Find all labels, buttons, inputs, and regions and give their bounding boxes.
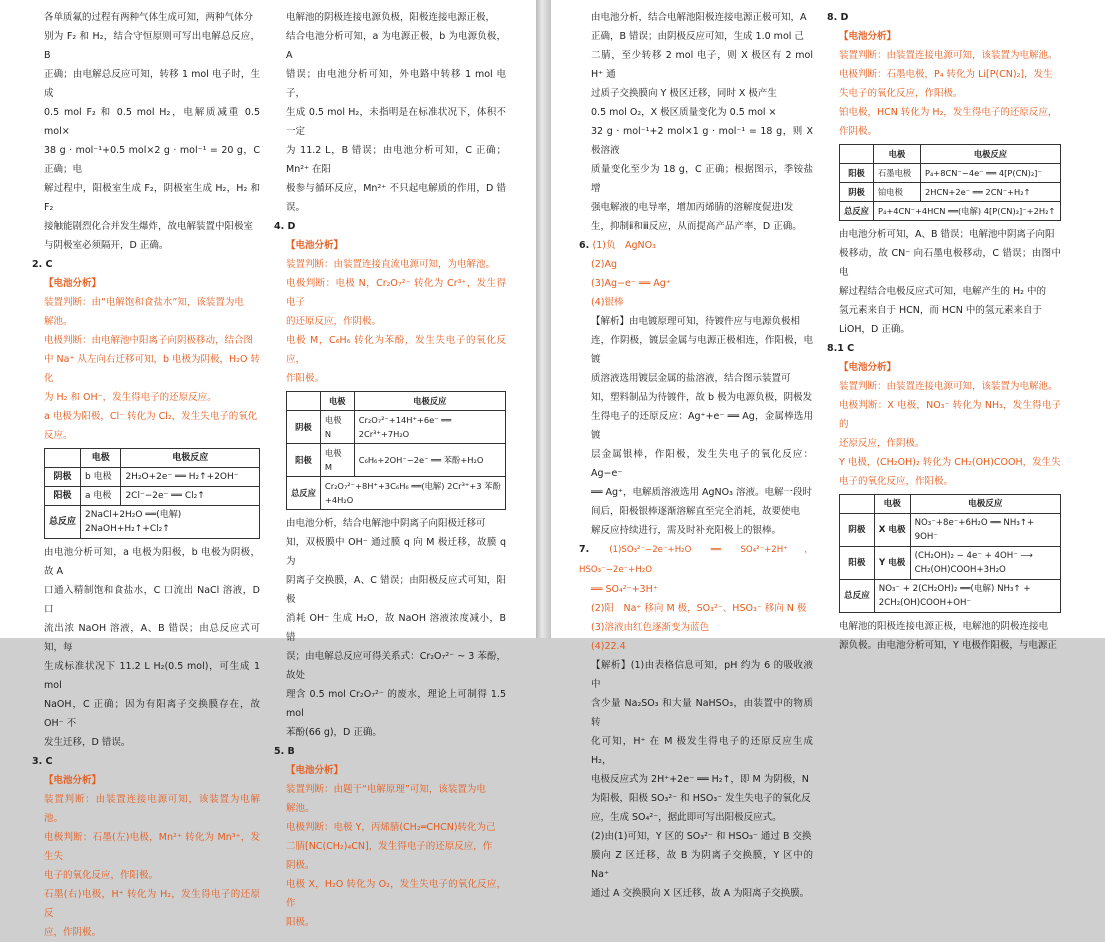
- text-line: 为阳极，阳极 SO₃²⁻ 和 HSO₃⁻ 发生失电子的氧化反: [591, 793, 811, 804]
- text-line: 发生迁移，D 错误。: [44, 737, 131, 748]
- text-line: 失电子的氧化反应，作阳极。: [839, 88, 963, 99]
- text-line: 与阴极室必须隔开，D 正确。: [44, 240, 169, 251]
- table-cell: 阴极: [287, 411, 321, 444]
- text-line: 氢元素来自于 HCN，而 HCN 中的氢元素来自于: [839, 305, 1042, 316]
- table-cell: 总反应: [287, 477, 321, 510]
- text-line: 还原反应，作阴极。: [839, 438, 925, 449]
- text-line: 别为 F₂ 和 H₂，结合守恒原则可写出电解总反应，B: [44, 31, 260, 61]
- text-line: 由电池分析，结合电解池阳极连接电源正极可知，A: [591, 12, 807, 23]
- table-cell: 阳极: [840, 164, 874, 183]
- text-line: 装置判断：由装置连接电源可知，该装置为电解池。: [839, 381, 1058, 392]
- table-cell: P₄+8CN⁻−4e⁻ ══ 4[P(CN)₂]⁻: [920, 164, 1060, 183]
- text-line: 阴离子交换膜，A、C 错误；由阳极反应式可知，阳极: [286, 575, 506, 605]
- page-gutter: [536, 0, 551, 638]
- text-line: 消耗 OH⁻ 生成 H₂O，故 NaOH 溶液浓度减小，B 错: [286, 613, 506, 643]
- table-row: [45, 468, 260, 487]
- text-line: 装置判断：由题干“电解原理”可知，该装置为电: [286, 784, 486, 795]
- table-row: [287, 411, 506, 444]
- question-number: 8. D: [827, 12, 849, 23]
- table-cell: 电极 M: [320, 444, 354, 477]
- section-heading: 【电池分析】: [44, 775, 102, 786]
- table-cell: 石墨电极: [874, 164, 921, 183]
- text-line: 各单质氟的过程有两种气体生成可知，两种气体分: [44, 12, 254, 23]
- table-cell: 2Cl⁻−2e⁻ ══ Cl₂↑: [121, 487, 260, 506]
- text-line: LiOH，D 正确。: [839, 324, 910, 335]
- table-cell: 2HCN+2e⁻ ══ 2CN⁻+H₂↑: [920, 183, 1060, 202]
- table-cell: 阴极: [45, 468, 81, 487]
- text-line: 解池。: [44, 316, 73, 327]
- text-line: 膜向 Z 区迁移，故 B 为阴离子交换膜，Y 区中的 Na⁺: [591, 850, 813, 880]
- text-line: 质量变化至少为 18 g，C 正确；根据图示，季铵盐增: [591, 164, 813, 194]
- text-line: 极移动，故 CN⁻ 向石墨电极移动，C 错误；由图中电: [839, 248, 1061, 278]
- text-line: 含少量 Na₂SO₃ 和大量 NaHSO₃，由装置中的物质转: [591, 698, 813, 728]
- text-line: 为 H₂ 和 OH⁻，发生得电子的还原反应。: [44, 392, 217, 403]
- table-cell: 2H₂O+2e⁻ ══ H₂↑+2OH⁻: [121, 468, 260, 487]
- text-line: 电极判断：电极 N，Cr₂O₇²⁻ 转化为 Cr³⁺，发生得电子: [286, 278, 506, 308]
- table-header: 电极: [320, 392, 354, 411]
- left-column-1: [32, 8, 260, 942]
- table-row: [45, 487, 260, 506]
- text-line: 误；由电解总反应可得关系式：Cr₂O₇²⁻ ~ 3 苯酚，故处: [286, 651, 506, 681]
- text-line: 由电池分析，结合电解池中阴离子向阳极迁移可: [286, 518, 486, 529]
- text-line: 电子的氧化反应，作阳极。: [839, 476, 954, 487]
- text-line: 正确，B 错误；由阴极反应可知，生成 1.0 mol 己: [591, 31, 804, 42]
- answer-line: (2)Ag: [591, 259, 617, 270]
- table-cell: (CH₂OH)₂ − 4e⁻ + 4OH⁻ ⟶ CH₂(OH)COOH+3H₂O: [910, 547, 1060, 580]
- text-line: 0.5 mol O₂，X 极区质量变化为 0.5 mol ×: [591, 107, 777, 118]
- answer-line: ══ SO₄²⁻+3H⁺: [591, 584, 658, 595]
- text-line: 电解池的阳极连接电源正极，电解池的阴极连接电: [839, 621, 1049, 632]
- text-line: 石墨(右)电极，H⁺ 转化为 H₂，发生得电子的还原反: [44, 889, 260, 919]
- text-line: NaOH，C 正确；因为有阳离子交换膜存在，故 OH⁻ 不: [44, 699, 260, 729]
- question-number: [579, 540, 813, 580]
- table-cell: NO₃⁻+8e⁻+6H₂O ══ NH₃↑+ 9OH⁻: [910, 514, 1060, 547]
- right-page: [551, 0, 1105, 899]
- text-line: 的还原反应，作阴极。: [286, 316, 382, 327]
- text-line: 反应。: [44, 430, 73, 441]
- text-line: 流出浓 NaOH 溶液，A、B 错误；由总反应式可知，每: [44, 623, 260, 653]
- question-number-label: 7.: [579, 544, 590, 555]
- text-line: 知，塑料制品为待镀件，故 b 极为电源负极，阴极发: [591, 392, 813, 403]
- table-cell: 总反应: [840, 580, 875, 613]
- question-number: 2. C: [32, 259, 53, 270]
- text-line: 正确；由电解总反应可知，转移 1 mol 电子时，生成: [44, 69, 260, 99]
- text-line: 过质子交换膜向 Y 极区迁移，同时 X 极产生: [591, 88, 777, 99]
- electrode-table: [286, 391, 506, 510]
- text-line: 源负极。由电池分析可知，Y 电极作阳极，与电源正: [839, 640, 1057, 651]
- text-line: 生成标准状况下 11.2 L H₂(0.5 mol)，可生成 1 mol: [44, 661, 260, 691]
- table-header: [840, 495, 875, 514]
- table-header: 电极: [874, 495, 910, 514]
- table-cell: 2NaCl+2H₂O ══(电解) 2NaOH+H₂↑+Cl₂↑: [81, 506, 260, 539]
- table-row: [840, 580, 1061, 613]
- text-line: 生成 0.5 mol H₂，未指明是在标准状况下，体积不一定: [286, 107, 506, 137]
- text-line: 电极判断：石墨电极，P₄ 转化为 Li[P(CN)₂]，发生: [839, 69, 1053, 80]
- table-cell: 阳极: [840, 547, 875, 580]
- table-cell: NO₃⁻ + 2(CH₂OH)₂ ══(电解) NH₃↑ + 2CH₂(OH)COOH+OH⁻: [874, 580, 1060, 613]
- text-line: 38 g · mol⁻¹+0.5 mol×2 g · mol⁻¹ = 20 g，C 正确；电: [44, 145, 260, 175]
- table-cell: P₄+4CN⁻+4HCN ══(电解) 4[P(CN)₂]⁻+2H₂↑: [874, 202, 1061, 221]
- table-header: 电极: [81, 449, 121, 468]
- electrode-table: [839, 144, 1061, 221]
- text-line: 二腈[NC(CH₂)₄CN]，发生得电子的还原反应，作: [286, 841, 493, 852]
- section-heading: 【电池分析】: [839, 31, 897, 42]
- text-line: 作阳极。: [286, 373, 325, 384]
- question-number: 4. D: [274, 221, 296, 232]
- text-line: 由电池分析可知，a 电极为阳极，b 电极为阴极，故 A: [44, 547, 260, 577]
- text-line: 结合电池分析可知，a 为电源正极，b 为电源负极，A: [286, 31, 506, 61]
- text-line: 口通入精制饱和食盐水，C 口流出 NaCl 溶液，D 口: [44, 585, 260, 615]
- answer-line: (2)阳 Na⁺ 移向 M 极，SO₃²⁻、HSO₃⁻ 移向 N 极: [591, 603, 807, 614]
- table-row: [840, 202, 1061, 221]
- text-line: 应，作阴极。: [44, 927, 102, 938]
- text-line: 电极判断：由电解池中阳离子向阴极移动，结合图: [44, 335, 254, 346]
- text-line: 作阴极。: [839, 126, 878, 137]
- text-line: 极参与循环反应，Mn²⁺ 不只起电解质的作用，D 错误。: [286, 183, 506, 213]
- table-cell: Cr₂O₇²⁻+8H⁺+3C₆H₆ ══(电解) 2Cr³⁺+3 苯酚+4H₂O: [320, 477, 505, 510]
- text-line: 电极 X，H₂O 转化为 O₂，发生失电子的氧化反应，作: [286, 879, 506, 909]
- text-line: 装置判断：由装置连接直流电源可知，为电解池。: [286, 259, 496, 270]
- table-row: [840, 514, 1061, 547]
- table-header: 电极反应: [910, 495, 1060, 514]
- text-line: 层金属银棒，作阳极，发生失电子的氧化反应：Ag−e⁻: [591, 449, 813, 479]
- text-line: 【解析】由电镀原理可知，待镀件应与电源负极相: [591, 316, 801, 327]
- text-line: 装置判断：由“电解饱和食盐水”知，该装置为电: [44, 297, 244, 308]
- text-line: ══ Ag⁺，电解质溶液选用 AgNO₃ 溶液。电解一段时: [591, 487, 812, 498]
- answer-line: (3)Ag−e⁻ ══ Ag⁺: [591, 278, 671, 289]
- text-line: 铂电极，HCN 转化为 H₂，发生得电子的还原反应，: [839, 107, 1058, 118]
- text-line: 阴极。: [286, 860, 315, 871]
- table-cell: Cr₂O₇²⁻+14H⁺+6e⁻ ══ 2Cr³⁺+7H₂O: [354, 411, 505, 444]
- text-line: Y 电极，(CH₂OH)₂ 转化为 CH₂(OH)COOH，发生失: [839, 457, 1061, 468]
- text-line: 知，双极膜中 OH⁻ 通过膜 q 向 M 极迁移，故膜 q 为: [286, 537, 506, 567]
- table-row: [840, 164, 1061, 183]
- table-row: [840, 183, 1061, 202]
- electrode-table: [839, 494, 1061, 613]
- question-number: 3. C: [32, 756, 53, 767]
- question-number: 5. B: [274, 746, 295, 757]
- text-line: 错误；由电池分析可知，外电路中转移 1 mol 电子，: [286, 69, 506, 99]
- left-page: [0, 0, 536, 938]
- text-line: a 电极为阳极，Cl⁻ 转化为 Cl₂，发生失电子的氧化: [44, 411, 258, 422]
- table-cell: C₆H₆+2OH⁻−2e⁻ ══ 苯酚+H₂O: [354, 444, 505, 477]
- table-cell: a 电极: [81, 487, 121, 506]
- text-line: 苯酚(66 g)，D 正确。: [286, 727, 382, 738]
- table-header: 电极反应: [354, 392, 505, 411]
- text-line: 生，抑制ⅱ和ⅲ反应，从而提高产品产率，D 正确。: [591, 221, 802, 232]
- answer-line: (1)负 AgNO₃: [592, 240, 656, 251]
- table-cell: 阳极: [287, 444, 321, 477]
- question-number-label: 6.: [579, 240, 590, 251]
- text-line: 电极判断：电极 Y，丙烯腈(CH₂═CHCN)转化为己: [286, 822, 496, 833]
- text-line: 理含 0.5 mol Cr₂O₇²⁻ 的废水，理论上可制得 1.5 mol: [286, 689, 506, 719]
- text-line: 电解池的阴极连接电源负极，阳极连接电源正极，: [286, 12, 496, 23]
- text-line: 为 11.2 L，B 错误；由电池分析可知，C 正确；Mn²⁺ 在阳: [286, 145, 506, 175]
- answer-line: (1)SO₃²⁻−2e⁻+H₂O ══ SO₄²⁻+2H⁺，HSO₃⁻−2e⁻+H₂O: [579, 545, 813, 575]
- table-row: [287, 477, 506, 510]
- table-cell: 电极 N: [320, 411, 354, 444]
- answer-line: (4)银棒: [591, 297, 624, 308]
- text-line: 应，生成 SO₄²⁻，据此即可写出阳极反应式。: [591, 812, 782, 823]
- text-line: 电子的氧化反应，作阳极。: [44, 870, 159, 881]
- table-cell: 阳极: [45, 487, 81, 506]
- table-cell: 总反应: [45, 506, 81, 539]
- electrode-table: [44, 448, 260, 539]
- text-line: 解过程中，阳极室生成 F₂，阴极室生成 H₂，H₂ 和 F₂: [44, 183, 260, 213]
- text-line: 32 g · mol⁻¹+2 mol×1 g · mol⁻¹ = 18 g，则 X 极溶液: [591, 126, 813, 156]
- left-column-2: [274, 8, 506, 932]
- text-line: 电极判断：X 电极，NO₃⁻ 转化为 NH₃，发生得电子的: [839, 400, 1061, 430]
- text-line: 0.5 mol F₂ 和 0.5 mol H₂，电解质减重 0.5 mol×: [44, 107, 260, 137]
- table-cell: b 电极: [81, 468, 121, 487]
- table-cell: 阴极: [840, 183, 874, 202]
- right-column-1: [579, 8, 813, 903]
- text-line: 化可知，H⁺ 在 M 极发生得电子的还原反应生成 H₂，: [591, 736, 813, 766]
- table-header: [45, 449, 81, 468]
- text-line: 电极 M，C₆H₆ 转化为苯酚，发生失电子的氧化反应，: [286, 335, 506, 365]
- text-line: 由电池分析可知，A、B 错误；电解池中阴离子向阳: [839, 229, 1055, 240]
- text-line: 解过程结合电极反应式可知，电解产生的 H₂ 中的: [839, 286, 1046, 297]
- text-line: 质溶液选用镀层金属的盐溶液，结合图示装置可: [591, 373, 791, 384]
- table-cell: X 电极: [874, 514, 910, 547]
- section-heading: 【电池分析】: [839, 362, 897, 373]
- text-line: 间后，阳极银棒逐渐溶解直至完全消耗，故要使电: [591, 506, 801, 517]
- table-cell: 总反应: [840, 202, 874, 221]
- table-header: [840, 145, 874, 164]
- table-header: [287, 392, 321, 411]
- section-heading: 【电池分析】: [44, 278, 102, 289]
- table-row: [840, 547, 1061, 580]
- text-line: 装置判断：由装置连接电源可知，该装置为电解池。: [839, 50, 1058, 61]
- table-header: 电极: [874, 145, 921, 164]
- text-line: 解反应持续进行，需及时补充阳极上的银棒。: [591, 525, 782, 536]
- text-line: (2)由(1)可知，Y 区的 SO₃²⁻ 和 HSO₃⁻ 通过 B 交换: [591, 831, 812, 842]
- text-line: 电极反应式为 2H⁺+2e⁻ ══ H₂↑，即 M 为阴极，N: [591, 774, 809, 785]
- question-number: 8.1 C: [827, 343, 855, 354]
- text-line: 强电解液的电导率，增加丙烯腈的溶解度促进Ⅰ发: [591, 202, 794, 213]
- question-number: [579, 236, 813, 255]
- text-line: 连，作阴极，镀层金属与电源正极相连，作阳极，电镀: [591, 335, 813, 365]
- text-line: 接触能剧烈化合并发生爆炸，故电解装置中阳极室: [44, 221, 254, 232]
- text-line: 二腈，至少转移 2 mol 电子，则 X 极区有 2 mol H⁺ 通: [591, 50, 813, 80]
- table-cell: 铂电极: [874, 183, 921, 202]
- answer-line: (4)22.4: [591, 641, 626, 652]
- text-line: 解池。: [286, 803, 315, 814]
- text-line: 通过 A 交换膜向 X 区迁移，故 A 为阳离子交换膜。: [591, 888, 810, 899]
- right-column-2: [827, 8, 1061, 655]
- text-line: 中 Na⁺ 从左向右迁移可知，b 电极为阴极，H₂O 转化: [44, 354, 260, 384]
- table-row: [287, 444, 506, 477]
- table-row: [45, 506, 260, 539]
- answer-line: (3)溶液由红色逐渐变为蓝色: [591, 622, 709, 633]
- text-line: 阳极。: [286, 917, 315, 928]
- text-line: 电极判断：石墨(左)电极，Mn²⁺ 转化为 Mn³⁺，发生失: [44, 832, 260, 862]
- table-cell: 阴极: [840, 514, 875, 547]
- text-line: 生得电子的还原反应：Ag⁺+e⁻ ══ Ag，金属棒选用镀: [591, 411, 813, 441]
- text-line: 【解析】(1)由表格信息可知，pH 约为 6 的吸收液中: [591, 660, 813, 690]
- text-line: 装置判断：由装置连接电源可知，该装置为电解池。: [44, 794, 260, 824]
- section-heading: 【电池分析】: [286, 765, 344, 776]
- table-header: 电极反应: [121, 449, 260, 468]
- section-heading: 【电池分析】: [286, 240, 344, 251]
- table-header: 电极反应: [920, 145, 1060, 164]
- table-cell: Y 电极: [874, 547, 910, 580]
